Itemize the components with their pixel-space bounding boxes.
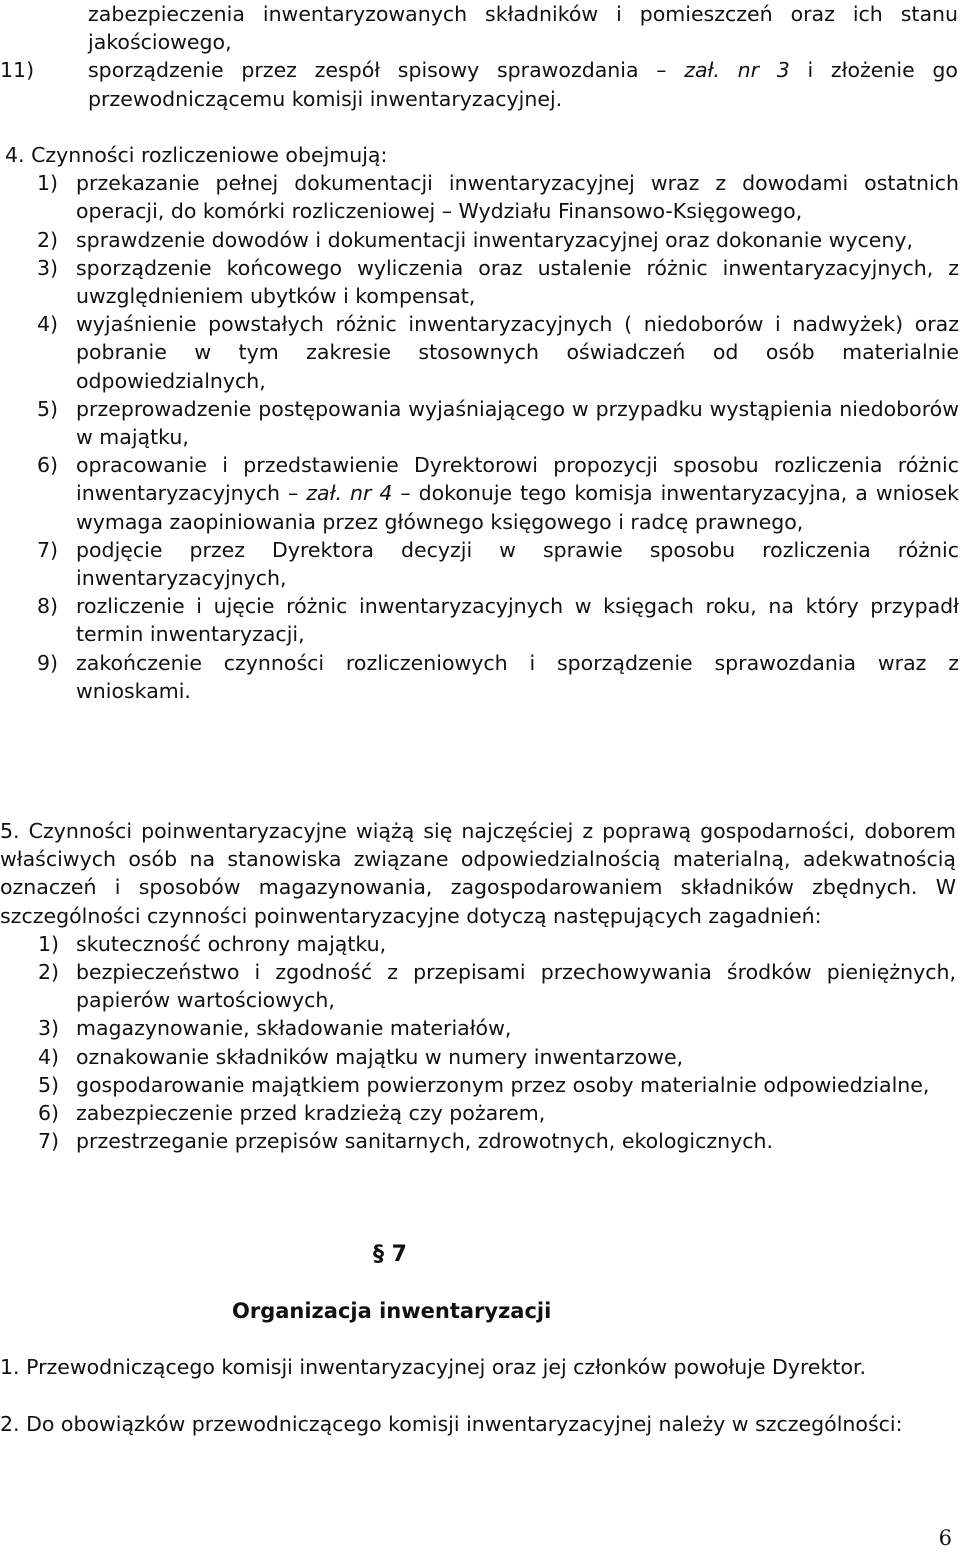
list-item: 1) przekazanie pełnej dokumentacji inwentaryzacyjnej wraz z dowodami ostatnich operacji, do komórki rozliczeniowej – Wydziału Finansowo-Księgowego, [38,169,958,225]
section-7-paragraph-2: 2. Do obowiązków przewodniczącego komisji inwentaryzacyjnej należy w szczególności: [0,1412,903,1436]
list-item-text: bezpieczeństwo i zgodność z przepisami przechowywania środków pieniężnych, papierów wartościowych, [76,960,956,1013]
list-item: 4) wyjaśnienie powstałych różnic inwentaryzacyjnych ( niedoborów i nadwyżek) oraz pobranie w tym zakresie stosownych oświadczeń od osób materialnie odpowiedzialnych, [38,310,958,395]
list-item: 8) rozliczenie i ujęcie różnic inwentaryzacyjnych w księgach roku, na który przypadł termin inwentaryzacji, [38,592,958,648]
list-item: 5) gospodarowanie majątkiem powierzonym przez osoby materialnie odpowiedzialne, [38,1071,958,1099]
attachment-reference: zał. nr 4 [306,481,393,506]
list-item-text: wyjaśnienie powstałych różnic inwentaryzacyjnych ( niedoborów i nadwyżek) oraz pobranie w tym zakresie stosownych oświadczeń od osób materialnie odpowiedzialnych, [76,312,959,393]
list-item-text: skuteczność ochrony majątku, [76,931,387,956]
list-item-text: przekazanie pełnej dokumentacji inwentaryzacyjnej wraz z dowodami ostatnich operacji, do komórki rozliczeniowej – Wydziału Finansowo-Księgowego, [76,171,959,224]
list-item-text: zakończenie czynności rozliczeniowych i sporządzenie sprawozdania wraz z wnioskami. [76,650,959,703]
intro-block [0,0,958,113]
list-item: 1) skuteczność ochrony majątku, [38,930,958,958]
section-title: Organizacja inwentaryzacji [232,1299,552,1323]
list-item-11 [0,56,958,112]
section-5 [0,817,958,1155]
list-item: 2) sprawdzenie dowodów i dokumentacji inwentaryzacyjnej oraz dokonanie wyceny, [38,226,958,254]
list-item-text: rozliczenie i ujęcie różnic inwentaryzacyjnych w księgach roku, na który przypadł termin inwentaryzacji, [76,594,959,647]
list-item-continuation [38,0,958,56]
section-7-paragraph-1: 1. Przewodniczącego komisji inwentaryzacyjnej oraz jej członków powołuje Dyrektor. [0,1355,867,1379]
list-item: 3) sporządzenie końcowego wyliczenia oraz ustalenie różnic inwentaryzacyjnych, z uwzględnieniem ubytków i kompensat, [38,254,958,310]
section-5-paragraph: 5. Czynności poinwentaryzacyjne wiążą się najczęściej z poprawą gospodarności, doborem właściwych osób na stanowiska związane odpowiedzialnością materialną, adekwatnością oznaczeń i sposobów magazynowania, zagospodarowaniem składników zbędnych. W szczególności czynności poinwentaryzacyjne dotyczą następujących zagadnień: [0,819,956,928]
list-item-text: sporządzenie przez zespół spisowy sprawozdania – zał. nr 3 i złożenie go przewodniczącemu komisji inwentaryzacyjnej. [88,58,958,111]
list-item-text: zabezpieczenie przed kradzieżą czy pożarem, [76,1101,546,1126]
list-item-text: podjęcie przez Dyrektora decyzji w sprawie sposobu rozliczenia różnic inwentaryzacyjnych, [76,537,959,591]
list-item: 5) przeprowadzenie postępowania wyjaśniającego w przypadku wystąpienia niedoborów w majątku, [38,395,958,451]
list-item-text: przestrzeganie przepisów sanitarnych, zdrowotnych, ekologicznych. [76,1129,774,1154]
list-item-text: oznakowanie składników majątku w numery inwentarzowe, [76,1044,684,1069]
list-item-text: przeprowadzenie postępowania wyjaśniającego w przypadku wystąpienia niedoborów w majątku, [76,396,959,450]
list-item-text: zabezpieczenia inwentaryzowanych składników i pomieszczeń oraz ich stanu jakościowego, [88,2,958,55]
section-4 [0,141,958,705]
page-number: 6 [938,1526,952,1550]
section-4-heading: 4. Czynności rozliczeniowe obejmują: [5,143,388,167]
list-item: 7) podjęcie przez Dyrektora decyzji w sprawie sposobu rozliczenia różnic inwentaryzacyjnych, [38,536,958,592]
list-item-text: opracowanie i przedstawienie Dyrektorowi propozycji sposobu rozliczenia różnic inwentaryzacyjnych – zał. nr 4 – dokonuje tego komisja inwentaryzacyjna, a wniosek wymaga zaopiniowania przez głównego księgowego i radcę prawnego, [76,453,959,534]
list-item: 6) zabezpieczenie przed kradzieżą czy pożarem, [38,1099,958,1127]
list-item-text: gospodarowanie majątkiem powierzonym przez osoby materialnie odpowiedzialne, [76,1072,930,1097]
list-item: 2) bezpieczeństwo i zgodność z przepisami przechowywania środków pieniężnych, papierów wartościowych, [38,958,958,1014]
list-item: 7) przestrzeganie przepisów sanitarnych, zdrowotnych, ekologicznych. [38,1127,958,1155]
list-item-text: sprawdzenie dowodów i dokumentacji inwentaryzacyjnej oraz dokonanie wyceny, [76,227,914,252]
list-item-text: magazynowanie, składowanie materiałów, [76,1016,512,1041]
list-item-number: 11) [0,58,35,83]
section-sign: § 7 [373,1242,407,1267]
list-item: 4) oznakowanie składników majątku w numery inwentarzowe, [38,1043,958,1071]
list-item: 6) opracowanie i przedstawienie Dyrektorowi propozycji sposobu rozliczenia różnic inwentaryzacyjnych – zał. nr 4 – dokonuje tego komisja inwentaryzacyjna, a wniosek wymaga zaopiniowania przez głównego księgowego i radcę prawnego, [38,451,958,536]
attachment-reference: zał. nr 3 [684,58,790,83]
list-item: 3) magazynowanie, składowanie materiałów, [38,1014,958,1042]
list-item: 9) zakończenie czynności rozliczeniowych i sporządzenie sprawozdania wraz z wnioskami. [38,649,958,705]
list-item-text: sporządzenie końcowego wyliczenia oraz ustalenie różnic inwentaryzacyjnych, z uwzględnieniem ubytków i kompensat, [76,255,959,309]
